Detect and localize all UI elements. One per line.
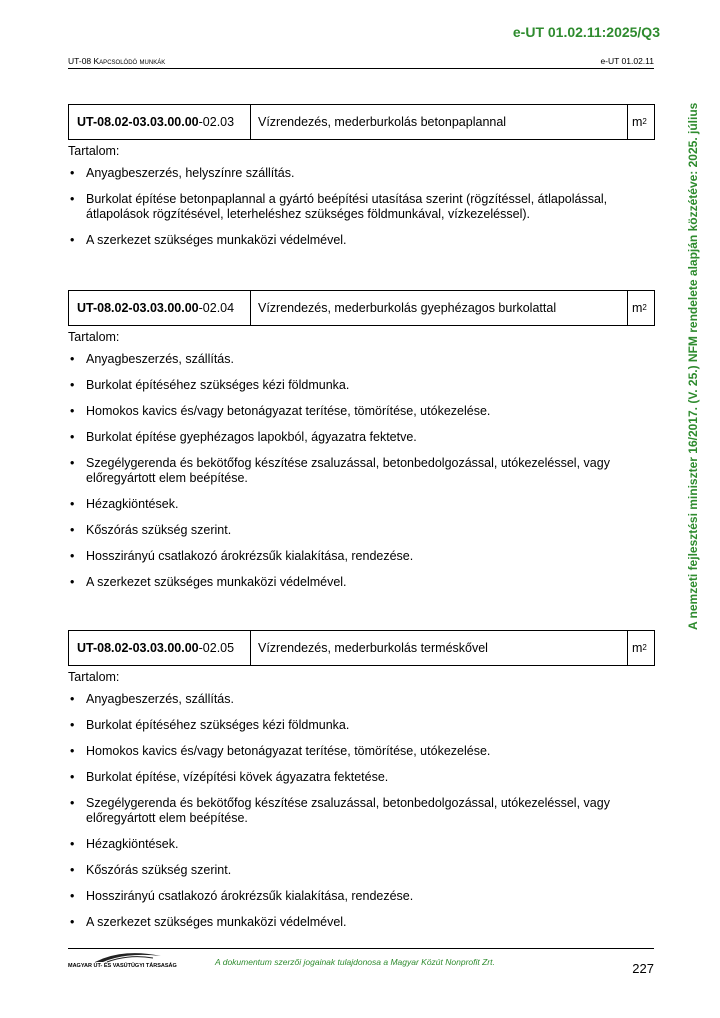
content-label: Tartalom: bbox=[68, 144, 120, 158]
item-unit: m 2 bbox=[632, 115, 647, 129]
list-item: • Kőszórás szükség szerint. bbox=[68, 863, 655, 878]
list-item: • Anyagbeszerzés, szállítás. bbox=[68, 352, 655, 367]
list-item: • Szegélygerenda és bekötőfog készítése zsaluzással, betonbedolgozással, utókezeléssel, vagy előregyártott elem beépítése. bbox=[68, 456, 655, 486]
item-code bbox=[69, 105, 251, 139]
header-doc-ref: e-UT 01.02.11 bbox=[600, 56, 654, 66]
publication-note: A nemzeti fejlesztési miniszter 16/2017. (V. 25.) NFM rendelete alapján közzétéve: 2025. július bbox=[686, 102, 700, 630]
item-code-suffix: -02.03 bbox=[198, 115, 235, 129]
content-list bbox=[68, 166, 655, 248]
list-item: • Szegélygerenda és bekötőfog készítése zsaluzással, betonbedolgozással, utókezeléssel, vagy előregyártott elem beépítése. bbox=[68, 796, 655, 826]
unit-base: m bbox=[632, 115, 643, 129]
organization-logo bbox=[68, 950, 177, 975]
list-item: • Kőszórás szükség szerint. bbox=[68, 523, 655, 538]
section-prefix: UT-08 bbox=[68, 56, 94, 66]
logo-text: MAGYAR ÚT- ÉS VASÚTÜGYI TÁRSASÁG bbox=[68, 963, 177, 969]
list-item: • Hézagkiöntések. bbox=[68, 497, 655, 512]
footer-divider bbox=[68, 948, 654, 949]
item-code bbox=[69, 631, 251, 665]
list-item: • Hosszirányú csatlakozó árokrézsűk kialakítása, rendezése. bbox=[68, 889, 655, 904]
item-code-suffix: -02.04 bbox=[198, 301, 235, 315]
item-code-main: UT-08.02-03.03.00.00 bbox=[77, 301, 199, 315]
section-name: Kapcsolódó munkák bbox=[93, 56, 166, 66]
item-code bbox=[69, 291, 251, 325]
list-item: • Burkolat építéséhez szükséges kézi földmunka. bbox=[68, 718, 655, 733]
item-header-box bbox=[68, 104, 655, 140]
list-item: • Hézagkiöntések. bbox=[68, 837, 655, 852]
unit-base: m bbox=[632, 301, 643, 315]
unit-base: m bbox=[632, 641, 643, 655]
copyright-notice: A dokumentum szerzői jogainak tulajdonosa a Magyar Közút Nonprofit Zrt. bbox=[215, 957, 495, 967]
list-item: • Burkolat építése betonpaplannal a gyártó beépítési utasítása szerint (rögzítéssel, átlapolással, átlapolások rögzítésével, leterheléshez szükséges földmunkával, vízkezeléssel). bbox=[68, 192, 655, 222]
work-item bbox=[68, 630, 655, 941]
section-title bbox=[68, 56, 165, 66]
item-code-main: UT-08.02-03.03.00.00 bbox=[77, 641, 199, 655]
list-item: • Anyagbeszerzés, szállítás. bbox=[68, 692, 655, 707]
item-unit: m 2 bbox=[632, 301, 647, 315]
work-item bbox=[68, 290, 655, 601]
list-item: • A szerkezet szükséges munkaközi védelmével. bbox=[68, 233, 655, 248]
list-item: • Anyagbeszerzés, helyszínre szállítás. bbox=[68, 166, 655, 181]
item-title: Vízrendezés, mederburkolás gyephézagos burkolattal bbox=[251, 291, 628, 325]
content-list bbox=[68, 352, 655, 590]
content-list bbox=[68, 692, 655, 930]
list-item: • Burkolat építéséhez szükséges kézi földmunka. bbox=[68, 378, 655, 393]
item-header-box bbox=[68, 630, 655, 666]
content-label: Tartalom: bbox=[68, 670, 120, 684]
list-item: • Burkolat építése, vízépítési kövek ágyazatra fektetése. bbox=[68, 770, 655, 785]
list-item: • Homokos kavics és/vagy betonágyazat terítése, tömörítése, utókezelése. bbox=[68, 404, 655, 419]
list-item: • Homokos kavics és/vagy betonágyazat terítése, tömörítése, utókezelése. bbox=[68, 744, 655, 759]
content-label: Tartalom: bbox=[68, 330, 120, 344]
logo-swoosh-icon bbox=[93, 950, 163, 964]
list-item: • Burkolat építése gyephézagos lapokból, ágyazatra fektetve. bbox=[68, 430, 655, 445]
page-number: 227 bbox=[632, 961, 654, 976]
item-code-suffix: -02.05 bbox=[198, 641, 235, 655]
list-item: • A szerkezet szükséges munkaközi védelmével. bbox=[68, 575, 655, 590]
list-item: • Hosszirányú csatlakozó árokrézsűk kialakítása, rendezése. bbox=[68, 549, 655, 564]
work-item bbox=[68, 104, 655, 259]
item-header-box bbox=[68, 290, 655, 326]
document-code: e-UT 01.02.11:2025/Q3 bbox=[512, 24, 660, 40]
list-item: • A szerkezet szükséges munkaközi védelmével. bbox=[68, 915, 655, 930]
item-code-main: UT-08.02-03.03.00.00 bbox=[77, 115, 199, 129]
running-header bbox=[68, 56, 654, 69]
item-title: Vízrendezés, mederburkolás betonpaplannal bbox=[251, 105, 628, 139]
item-unit: m 2 bbox=[632, 641, 647, 655]
item-title: Vízrendezés, mederburkolás terméskővel bbox=[251, 631, 628, 665]
